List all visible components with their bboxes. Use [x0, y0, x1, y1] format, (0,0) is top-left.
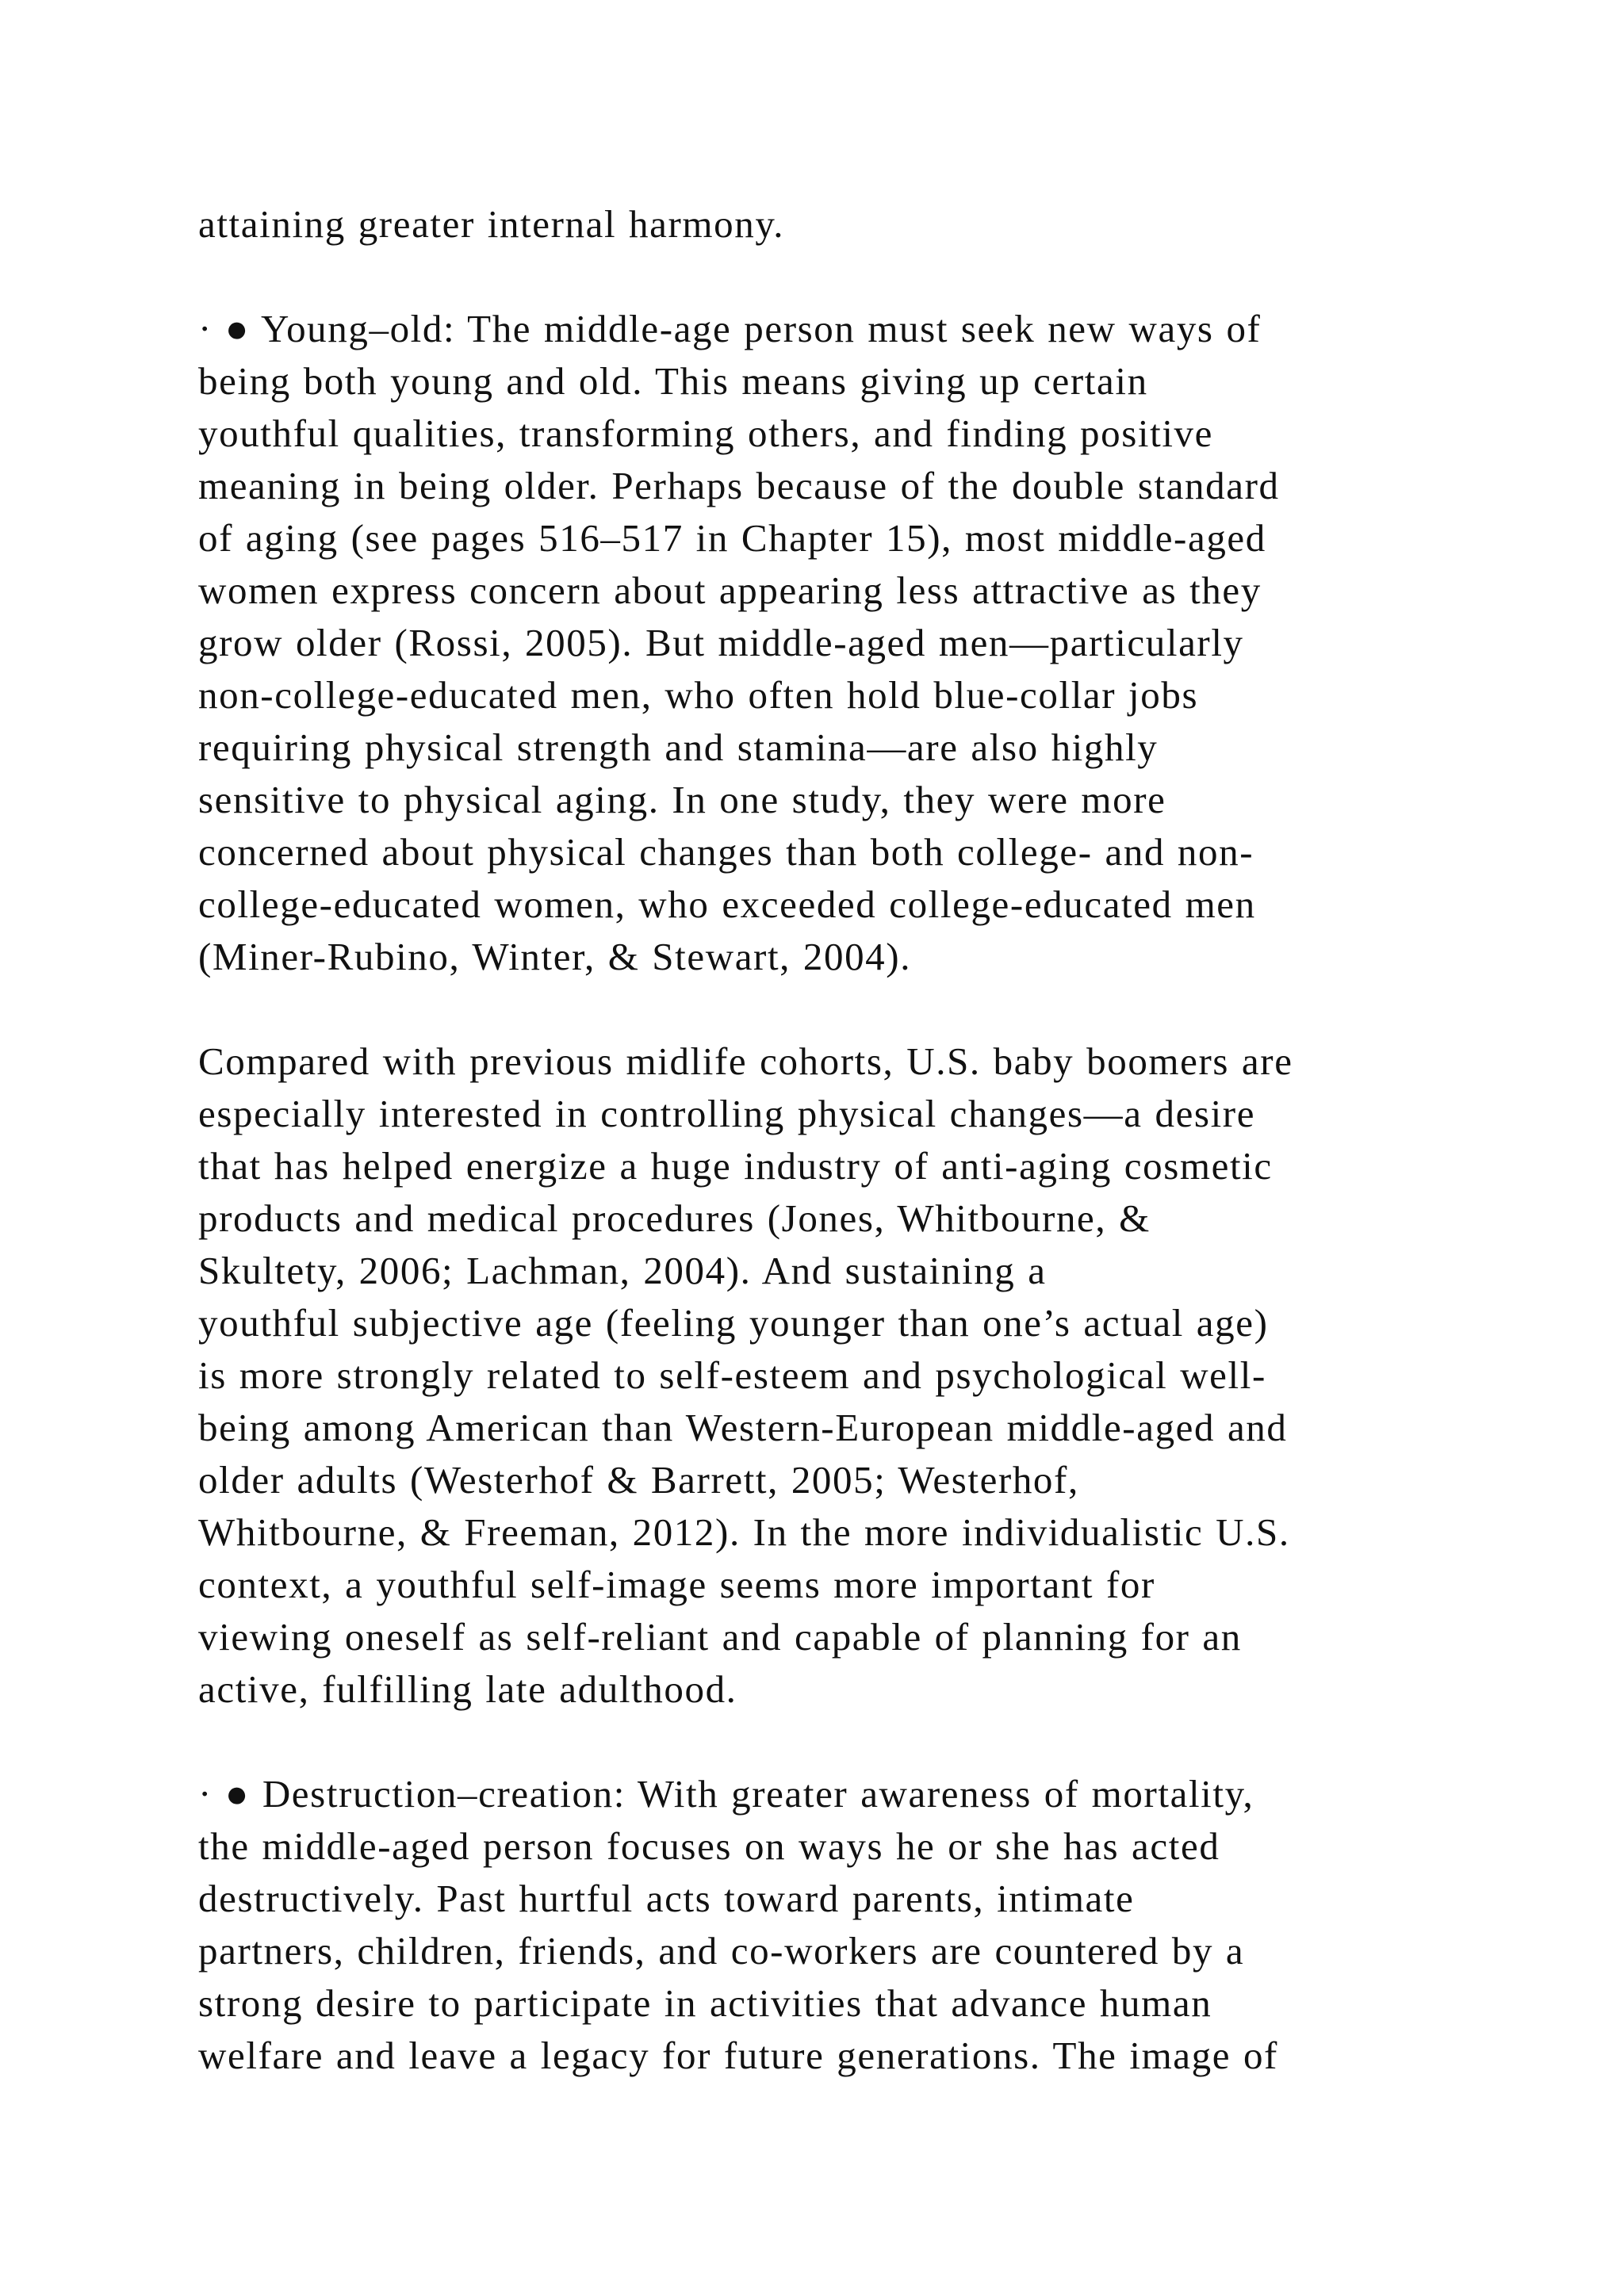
document-body: [198, 198, 1467, 2082]
text-line: destructively. Past hurtful acts toward parents, intimate: [198, 1877, 1135, 1920]
text-line: (Miner-Rubino, Winter, & Stewart, 2004).: [198, 935, 912, 978]
paragraph-gap: [198, 251, 1467, 303]
text-line: requiring physical strength and stamina—are also highly: [198, 725, 1159, 769]
paragraph-gap: [198, 983, 1467, 1035]
text-line: · ● Young–old: The middle-age person must seek new ways of: [198, 307, 1262, 350]
text-line: the middle-aged person focuses on ways he or she has acted: [198, 1824, 1220, 1868]
text-line: youthful qualities, transforming others, and finding positive: [198, 411, 1213, 455]
text-line: viewing oneself as self-reliant and capable of planning for an: [198, 1615, 1242, 1659]
text-line: attaining greater internal harmony.: [198, 202, 785, 246]
paragraph-gap: [198, 1716, 1467, 1768]
text-line: is more strongly related to self-esteem and psychological well-: [198, 1353, 1266, 1397]
text-line: older adults (Westerhof & Barrett, 2005; Westerhof,: [198, 1458, 1079, 1502]
text-line: active, fulfilling late adulthood.: [198, 1667, 737, 1711]
text-line: especially interested in controlling physical changes—a desire: [198, 1092, 1256, 1135]
text-line: women express concern about appearing less attractive as they: [198, 568, 1262, 612]
text-line: · ● Destruction–creation: With greater awareness of mortality,: [198, 1772, 1254, 1816]
text-line: concerned about physical changes than both college- and non-: [198, 830, 1254, 874]
text-line: context, a youthful self-image seems more important for: [198, 1563, 1155, 1606]
text-line: grow older (Rossi, 2005). But middle-aged men—particularly: [198, 621, 1244, 664]
text-line: partners, children, friends, and co-workers are countered by a: [198, 1929, 1245, 1973]
text-line: youthful subjective age (feeling younger than one’s actual age): [198, 1301, 1269, 1345]
text-line: that has helped energize a huge industry of anti-aging cosmetic: [198, 1144, 1273, 1188]
text-line: being among American than Western-European middle-aged and: [198, 1406, 1288, 1449]
text-line: meaning in being older. Perhaps because of the double standard: [198, 464, 1280, 507]
text-line: Compared with previous midlife cohorts, U.S. baby boomers are: [198, 1039, 1293, 1083]
text-line: being both young and old. This means giving up certain: [198, 359, 1148, 403]
text-line: Whitbourne, & Freeman, 2012). In the more individualistic U.S.: [198, 1510, 1290, 1554]
text-line: products and medical procedures (Jones, Whitbourne, &: [198, 1196, 1151, 1240]
text-line: non-college-educated men, who often hold blue-collar jobs: [198, 673, 1199, 717]
text-line: of aging (see pages 516–517 in Chapter 15), most middle-aged: [198, 516, 1266, 560]
text-line: welfare and leave a legacy for future generations. The image of: [198, 2034, 1278, 2077]
text-line: Skultety, 2006; Lachman, 2004). And sustaining a: [198, 1249, 1047, 1292]
text-line: college-educated women, who exceeded college-educated men: [198, 882, 1256, 926]
text-line: strong desire to participate in activities that advance human: [198, 1981, 1212, 2025]
text-line: sensitive to physical aging. In one study, they were more: [198, 778, 1166, 821]
